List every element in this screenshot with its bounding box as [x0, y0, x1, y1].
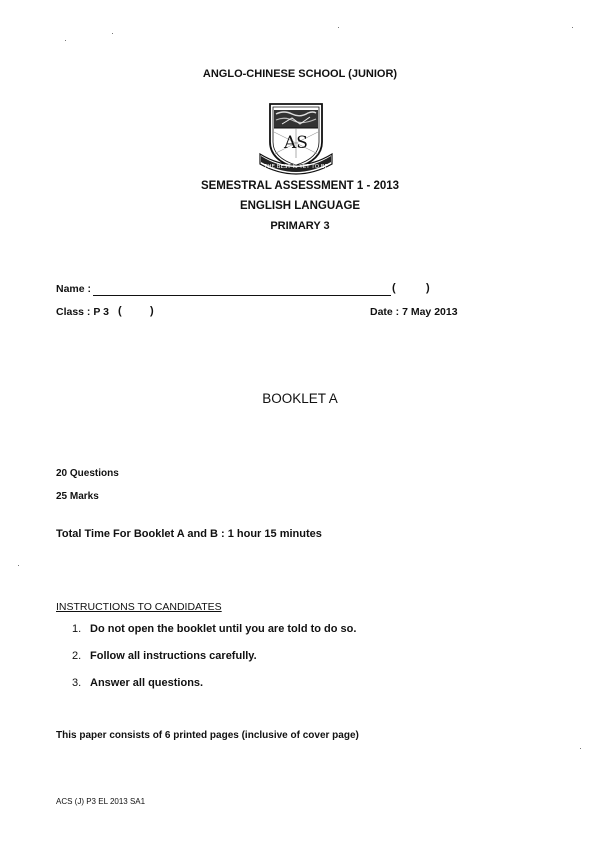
svg-text:AS: AS [284, 133, 308, 153]
paper-code-footer: ACS (J) P3 EL 2013 SA1 [56, 797, 146, 806]
exam-date: Date : 7 May 2013 [370, 306, 458, 318]
scan-speck [112, 33, 113, 34]
instruction-item [72, 623, 356, 650]
register-number-open: ( [392, 282, 396, 294]
instructions-heading: INSTRUCTIONS TO CANDIDATES [56, 601, 222, 613]
instruction-text: Answer all questions. [90, 677, 204, 689]
register-number-close: ) [426, 282, 430, 294]
school-name: ANGLO-CHINESE SCHOOL (JUNIOR) [202, 68, 398, 80]
booklet-title: BOOKLET A [262, 391, 338, 406]
scan-speck [65, 40, 66, 41]
name-field[interactable] [93, 295, 391, 296]
page-count-note: This paper consists of 6 printed pages (inclusive of cover page) [56, 730, 359, 741]
question-count: 20 Questions [56, 468, 119, 479]
instruction-item [72, 650, 356, 677]
total-marks: 25 Marks [56, 491, 99, 502]
instruction-number: 1. [72, 623, 82, 635]
instructions-list [72, 623, 356, 704]
subject-title: ENGLISH LANGUAGE [239, 200, 361, 212]
scan-speck [18, 565, 19, 566]
name-label: Name : [56, 283, 92, 295]
instruction-text: Follow all instructions carefully. [90, 650, 257, 662]
instruction-text: Do not open the booklet until you are told to do so. [90, 623, 357, 635]
class-paren-close: ) [150, 305, 154, 317]
level-title: PRIMARY 3 [270, 220, 330, 232]
svg-text:THE BEST IS YET TO BE: THE BEST IS YET TO BE [263, 164, 329, 170]
class-paren-open: ( [118, 305, 122, 317]
total-time: Total Time For Booklet A and B : 1 hour 15 minutes [56, 528, 322, 540]
instruction-item [72, 677, 356, 704]
scan-speck [338, 27, 339, 28]
school-crest-icon [258, 98, 334, 176]
assessment-title: SEMESTRAL ASSESSMENT 1 - 2013 [200, 180, 400, 192]
instruction-number: 3. [72, 677, 82, 689]
instruction-number: 2. [72, 650, 82, 662]
scan-speck [580, 748, 581, 749]
scan-speck [572, 27, 573, 28]
class-label: Class : P 3 [56, 306, 109, 318]
